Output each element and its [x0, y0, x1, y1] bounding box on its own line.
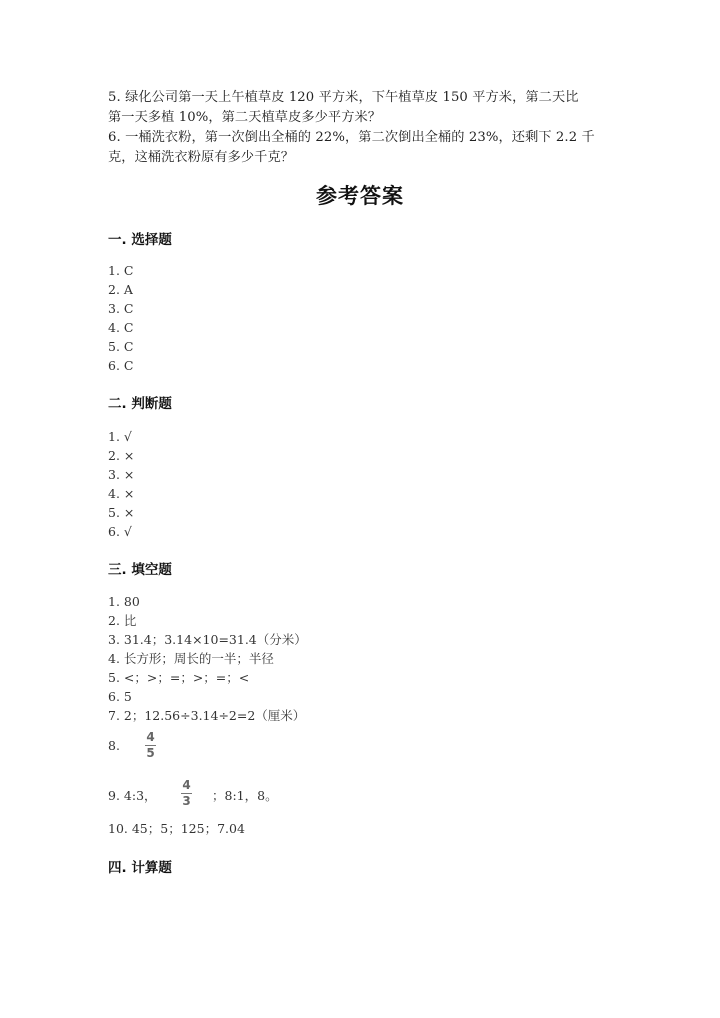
fill-answer-9-suffix: ；8:1，8。	[212, 788, 278, 803]
fill-answer-4: 4. 长方形；周长的一半；半径	[108, 651, 274, 666]
question-6-line-1: 6. 一桶洗衣粉，第一次倒出全桶的 22%，第二次倒出全桶的 23%，还剩下 2.2 千	[108, 130, 595, 145]
fill-answer-9-prefix: 9. 4:3，	[108, 788, 157, 803]
question-6-line-2: 克，这桶洗衣粉原有多少千克？	[108, 150, 295, 165]
judge-answer-3: 3. ×	[108, 467, 135, 482]
fill-answer-3: 3. 31.4；3.14×10=31.4（分米）	[108, 632, 307, 647]
judge-answer-2: 2. ×	[108, 448, 135, 463]
section-heading-fill: 三. 填空题	[108, 562, 172, 578]
fill-answer-1: 1. 80	[108, 594, 140, 609]
judge-answer-4: 4. ×	[108, 486, 135, 501]
fraction-denominator: 3	[182, 794, 191, 808]
judge-answer-6: 6. √	[108, 524, 132, 539]
fill-answer-8-label: 8.	[108, 738, 120, 753]
section-heading-judge: 二. 判断题	[108, 396, 172, 412]
judge-answer-1: 1. √	[108, 429, 132, 444]
fraction-denominator: 5	[146, 746, 155, 760]
choice-answer-2: 2. A	[108, 282, 133, 297]
fill-answer-8-fraction	[145, 731, 156, 760]
fill-answer-2: 2. 比	[108, 613, 137, 628]
fill-answer-9-fraction	[181, 779, 192, 808]
fraction-numerator: 4	[146, 730, 155, 744]
section-heading-choice: 一. 选择题	[108, 232, 172, 248]
fill-answer-6: 6. 5	[108, 689, 132, 704]
choice-answer-5: 5. C	[108, 339, 134, 354]
judge-answer-5: 5. ×	[108, 505, 135, 520]
section-heading-calc: 四. 计算题	[108, 860, 172, 876]
choice-answer-6: 6. C	[108, 358, 134, 373]
question-5-line-1: 5. 绿化公司第一天上午植草皮 120 平方米，下午植草皮 150 平方米，第二天比	[108, 90, 579, 105]
choice-answer-4: 4. C	[108, 320, 134, 335]
fill-answer-10: 10. 45；5；125；7.04	[108, 821, 245, 836]
question-5-line-2: 第一天多植 10%，第二天植草皮多少平方米？	[108, 110, 382, 125]
answer-title: 参考答案	[316, 184, 404, 208]
fill-answer-7: 7. 2；12.56÷3.14÷2=2（厘米）	[108, 708, 306, 723]
choice-answer-3: 3. C	[108, 301, 134, 316]
choice-answer-1: 1. C	[108, 263, 134, 278]
fill-answer-5: 5. <；>；=；>；=；<	[108, 670, 250, 685]
fraction-numerator: 4	[182, 778, 191, 792]
